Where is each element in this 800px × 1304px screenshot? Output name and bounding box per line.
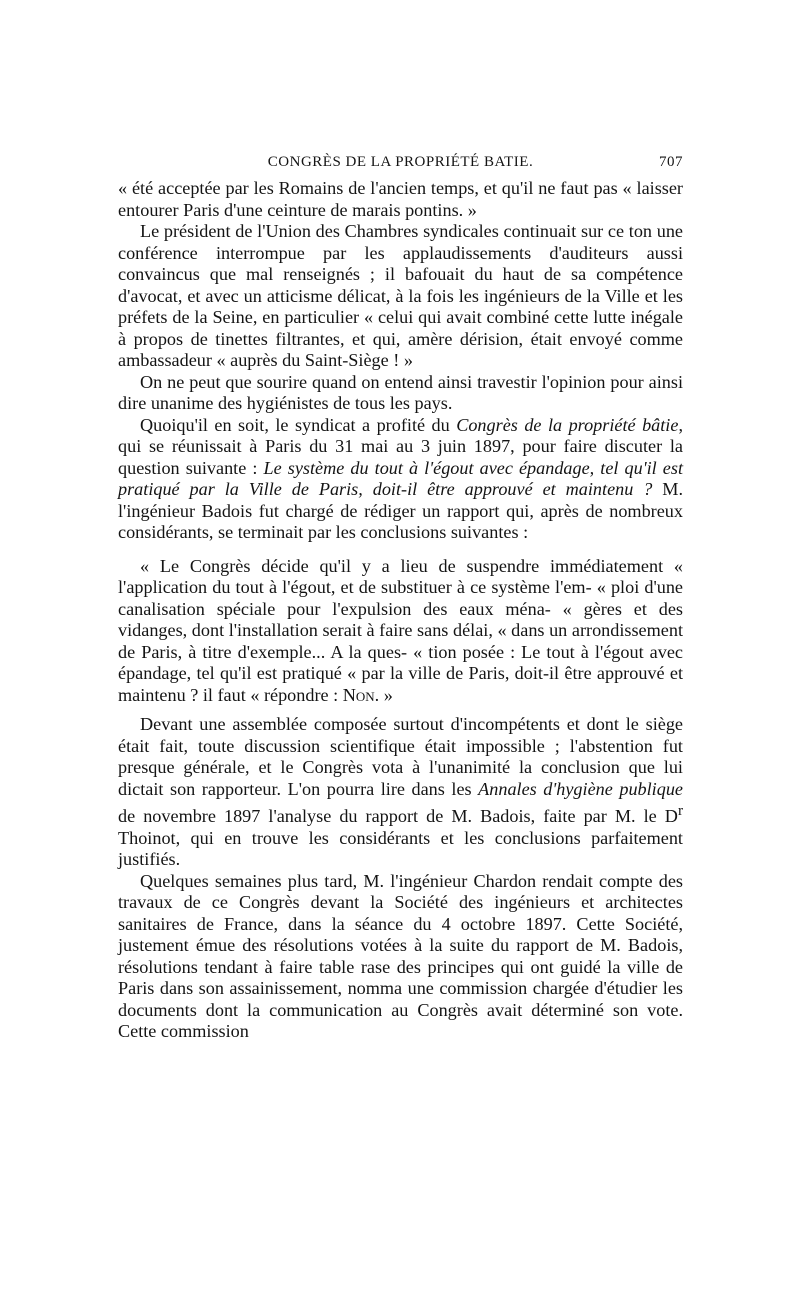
running-header: [118, 148, 683, 178]
block-quote-conclusions: [118, 556, 683, 707]
text-span: , qui se réunissait à Paris du 31 mai au 3 juin 1897, pour faire discuter la question suivante :: [118, 414, 683, 478]
text-span: M. l'ingénieur Badois fut chargé de rédiger un rapport qui, après de nombreux considérants, se terminait par les conclusions suivantes :: [118, 479, 684, 542]
paragraph-president: Le président de l'Union des Chambres syndicales continuait sur ce ton une conférence interrompue par les applaudissements d'auditeurs aussi convaincus que mal renseignés ; il bafouait du haut de sa compétence d'avocat, et avec un atticisme délicat, à la fois les ingénieurs de la Ville et les préfets de la Seine, en particulier « celui qui avait combiné cette lutte inégale à propos de tinettes filtrantes, et qui, amère dérision, était envoyé comme ambassadeur « auprès du Saint-Siège ! »: [118, 221, 683, 370]
running-title: CONGRÈS DE LA PROPRIÉTÉ BATIE.: [267, 154, 534, 170]
text-span: « Le Congrès décide qu'il y a lieu de suspendre immédiatement « l'application du tout à l'égout, et de substituer à ce système l'em- « ploi d'une canalisation spéciale pour l'expulsion des eaux ména- « gères et des vidanges, dont l'installation serait à faire sans délai, « dans un arrondissement de Paris, à titre d'exemple... A la ques- « tion posée : Le tout à l'égout avec épandage, tel qu'il est pratiqué « par la ville de Paris, doit-il être approuvé et maintenu ? il faut « répondre :: [118, 555, 683, 705]
congress-title: Congrès de la propriété bâtie: [456, 414, 679, 435]
body-text: [118, 178, 683, 1043]
paragraph-assembly: [118, 714, 683, 871]
superscript: r: [677, 802, 683, 819]
text-span: . »: [374, 684, 393, 705]
page-number: 707: [659, 154, 683, 170]
paragraph-syndicate: [118, 415, 683, 544]
question-text: Le système du tout à l'égout avec épandage, tel qu'il est pratiqué par la Ville de Paris, doit-il être approuvé et maintenu ?: [118, 457, 684, 499]
text-span: Devant une assemblée composée surtout d'incompétents et dont le siège était fait, toute discussion scientifique était impossible ; l'abstention fut presque générale, et le Congrès vota à l'unanimité la conclusion que lui dictait son rapporteur. L'on pourra lire dans les: [118, 714, 683, 799]
paragraph-chardon: Quelques semaines plus tard, M. l'ingénieur Chardon rendait compte des travaux de ce Congrès devant la Société des ingénieurs et architectes sanitaires de France, dans la séance du 4 octobre 1897. Cette Société, justement émue des résolutions votées à la suite du rapport de M. Badois, résolutions tendant à faire table rase des principes qui ont guidé la ville de Paris dans son assainissement, nomma une commission chargée d'étudier les documents dont la communication au Congrès avait déterminé son vote. Cette commission: [118, 870, 683, 1042]
text-span: Quoiqu'il en soit, le syndicat a profité du: [140, 414, 457, 435]
text-span: de novembre 1897 l'analyse du rapport de M. Badois, faite par M. le D: [118, 806, 678, 827]
journal-title: Annales d'hygiène publique: [478, 778, 683, 799]
paragraph-quote-end: « été acceptée par les Romains de l'ancien temps, et qu'il ne faut pas « laisser entourer Paris d'une ceinture de marais pontins. »: [118, 178, 683, 220]
book-page: [118, 148, 683, 1043]
answer-non: Non: [342, 684, 375, 705]
text-span: Thoinot, qui en trouve les considérants et les conclusions parfaitement justifiés.: [118, 827, 683, 870]
paragraph-opinion: On ne peut que sourire quand on entend ainsi travestir l'opinion pour ainsi dire unanime des hygiénistes de tous les pays.: [118, 371, 683, 413]
